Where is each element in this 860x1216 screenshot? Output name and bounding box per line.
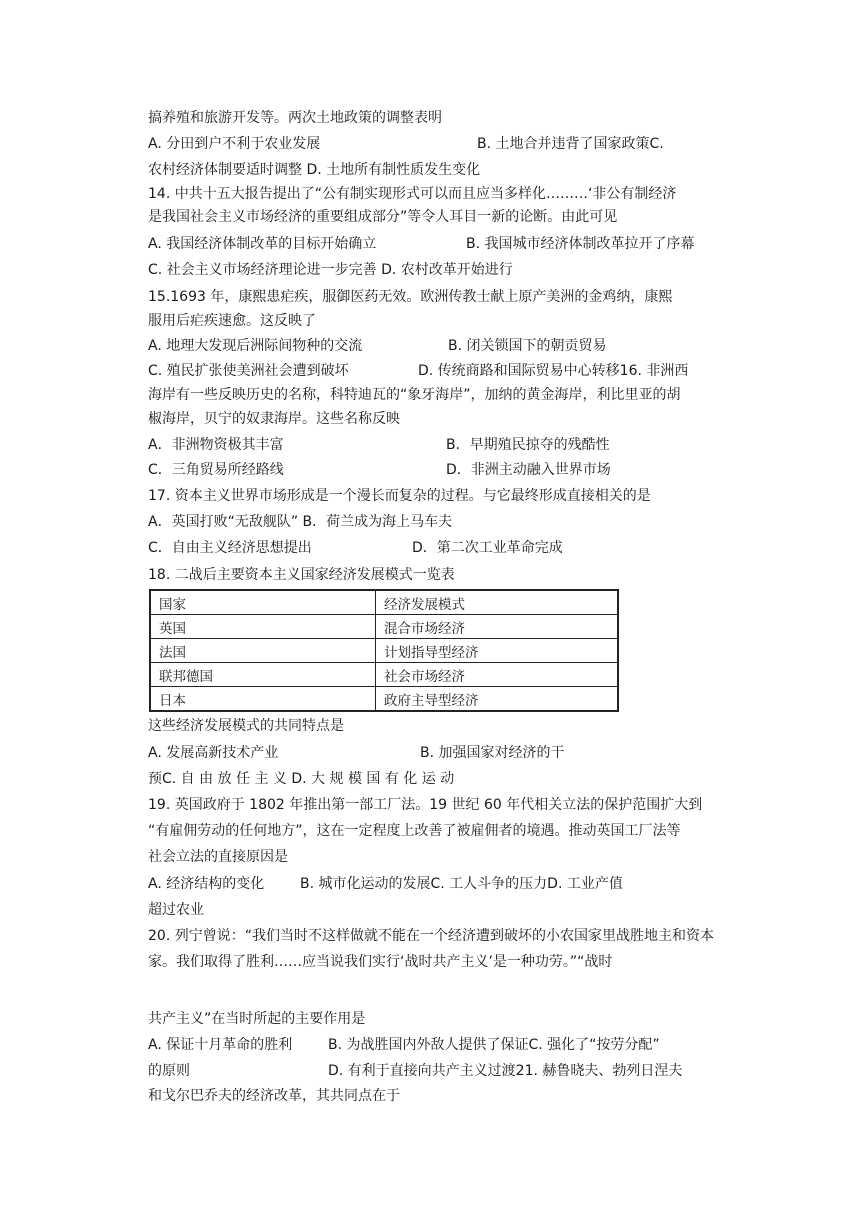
table-cell: 社会市场经济 [376, 663, 619, 687]
option-b: B. 土地合并违背了国家政策C. [477, 136, 664, 152]
table-cell: 联邦德国 [150, 663, 376, 687]
text-line: 服用后疟疾速愈。这反映了 [148, 313, 316, 329]
question-18: 18. 二战后主要资本主义国家经济发展模式一览表 [148, 567, 455, 583]
text-line: 椒海岸，贝宁的奴隶海岸。这些名称反映 [148, 411, 400, 427]
question-17: 17. 资本主义世界市场形成是一个漫长而复杂的过程。与它最终形成直接相关的是 [148, 488, 651, 504]
table-row [150, 639, 618, 663]
table-header-row [150, 590, 618, 615]
economic-models-table [149, 589, 619, 712]
option-b: B．早期殖民掠夺的残酷性 [446, 437, 610, 453]
question-14: 14. 中共十五大报告提出了“公有制实现形式可以而且应当多样化………‘非公有制经济 [148, 186, 677, 202]
question-20: 20. 列宁曾说：“我们当时不这样做就不能在一个经济遭到破坏的小农国家里战胜地主和资本 [148, 928, 714, 944]
option-bcd: B. 城市化运动的发展C. 工人斗争的压力D. 工业产值 [300, 876, 623, 892]
option-a: A. 我国经济体制改革的目标开始确立 [148, 236, 377, 252]
text-line: “有雇佣劳动的任何地方”，这在一定程度上改善了被雇佣者的境遇。推动英国工厂法等 [148, 823, 681, 839]
option-d: D．非洲主动融入世界市场 [446, 462, 611, 478]
text-line: 的原则 [148, 1063, 190, 1079]
table-cell: 法国 [150, 639, 376, 663]
table-cell: 混合市场经济 [376, 615, 619, 639]
table-cell: 经济发展模式 [376, 590, 619, 615]
option-ab: A．英国打败“无敌舰队” B．荷兰成为海上马车夫 [148, 514, 453, 530]
question-19: 19. 英国政府于 1802 年推出第一部工厂法。19 世纪 60 年代相关立法的保护范围扩大到 [148, 797, 703, 813]
text-line: 是我国社会主义市场经济的重要组成部分”等令人耳目一新的论断。由此可见 [148, 209, 618, 225]
option-cd: 预C. 自 由 放 任 主 义 D. 大 规 模 国 有 化 运 动 [148, 771, 455, 787]
option-d: D．第二次工业革命完成 [412, 540, 563, 556]
text-line: 这些经济发展模式的共同特点是 [148, 718, 344, 734]
table-row [150, 615, 618, 639]
option-a: A. 发展高新技术产业 [148, 745, 279, 761]
table-cell: 计划指导型经济 [376, 639, 619, 663]
option-a: A．非洲物资极其丰富 [148, 437, 284, 453]
option-cd: C. 社会主义市场经济理论进一步完善 D. 农村改革开始进行 [148, 262, 513, 278]
text-line: 海岸有一些反映历史的名称，科特迪瓦的“象牙海岸”，加纳的黄金海岸，利比里亚的胡 [148, 387, 681, 403]
question-21: 和戈尔巴乔夫的经济改革，其共同点在于 [148, 1088, 400, 1104]
option-d: D. 有利于直接向共产主义过渡21. 赫鲁晓夫、勃列日涅夫 [328, 1063, 683, 1079]
option-b: B. 闭关锁国下的朝贡贸易 [448, 338, 607, 354]
text-line: 家。我们取得了胜利……应当说我们实行‘战时共产主义’是一种功劳。”“战时 [148, 954, 613, 970]
text-line: 搞养殖和旅游开发等。两次土地政策的调整表明 [148, 110, 442, 126]
question-15: 15.1693 年，康熙患疟疾，服御医药无效。欧洲传教士献上原产美洲的金鸡纳，康熙 [148, 289, 673, 305]
option-b: B. 我国城市经济体制改革拉开了序幕 [466, 236, 695, 252]
table-row [150, 663, 618, 687]
option-c: C．三角贸易所经路线 [148, 462, 284, 478]
option-a: A. 分田到户不利于农业发展 [148, 136, 321, 152]
option-cd: 农村经济体制要适时调整 D. 土地所有制性质发生变化 [148, 162, 481, 178]
table-row [150, 687, 618, 712]
text-line: 共产主义”在当时所起的主要作用是 [148, 1011, 366, 1027]
table-cell: 英国 [150, 615, 376, 639]
option-b: B. 加强国家对经济的干 [420, 745, 565, 761]
text-line: 社会立法的直接原因是 [148, 849, 288, 865]
table-cell: 政府主导型经济 [376, 687, 619, 712]
option-a: A. 经济结构的变化 [148, 876, 265, 892]
table-cell: 日本 [150, 687, 376, 712]
option-c: C．自由主义经济思想提出 [148, 540, 312, 556]
option-d: D. 传统商路和国际贸易中心转移16. 非洲西 [418, 363, 689, 379]
option-a: A. 地理大发现后洲际间物种的交流 [148, 338, 363, 354]
text-line: 超过农业 [148, 902, 204, 918]
option-c: C. 殖民扩张使美洲社会遭到破坏 [148, 363, 349, 379]
option-bc: B. 为战胜国内外敌人提供了保证C. 强化了“按劳分配” [328, 1037, 660, 1053]
table-cell: 国家 [150, 590, 376, 615]
option-a: A. 保证十月革命的胜利 [148, 1037, 293, 1053]
